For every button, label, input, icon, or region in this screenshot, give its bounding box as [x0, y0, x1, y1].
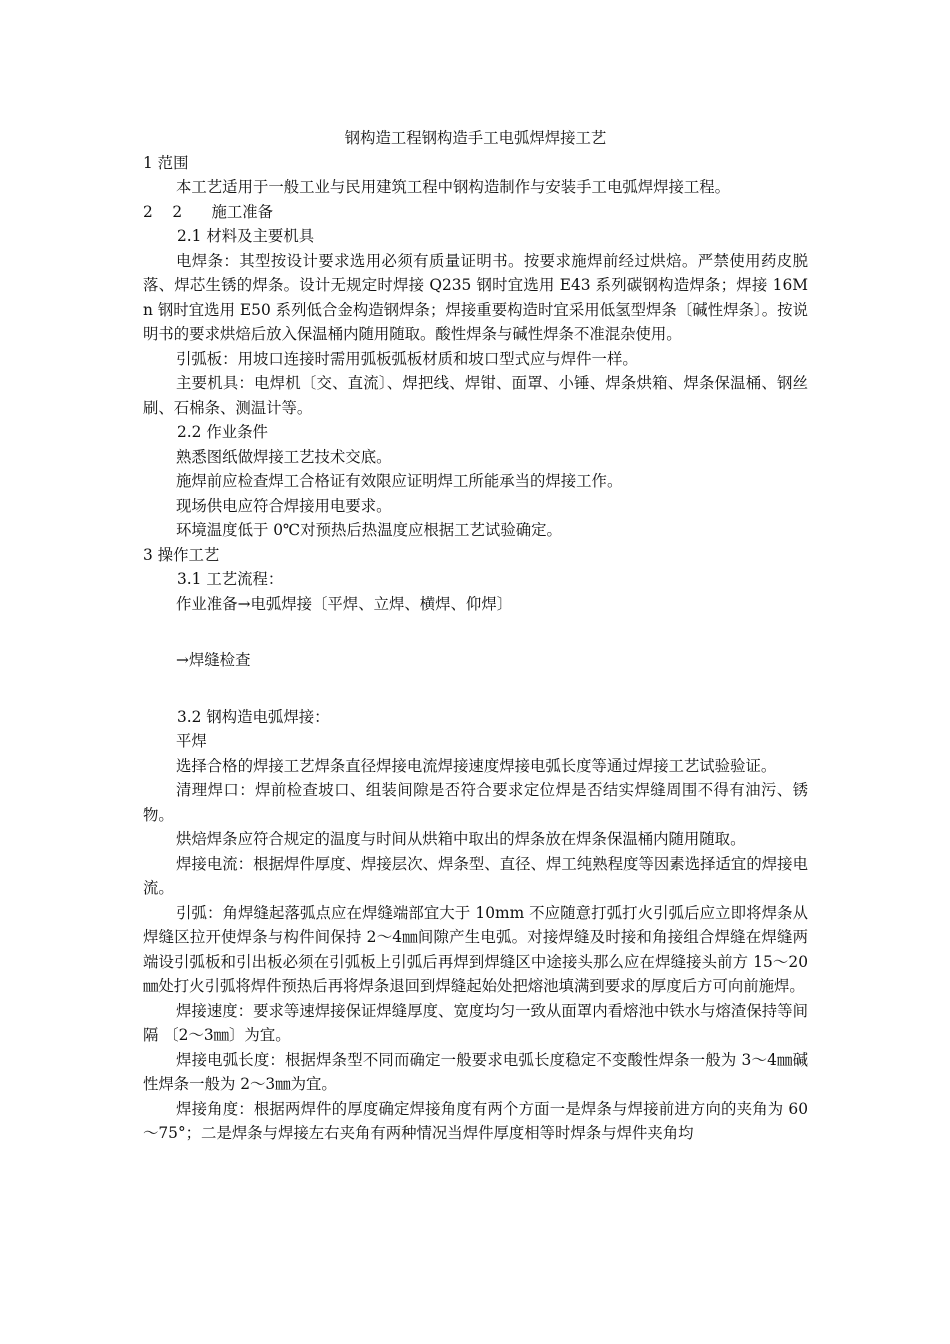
- section-1-heading: 1 范围: [143, 153, 189, 172]
- section-1-paragraph: 本工艺适用于一般工业与民用建筑工程中钢构造制作与安装手工电弧焊焊接工程。: [176, 178, 731, 196]
- section-3-1-flow-line-1: 作业准备→电弧焊接〔平焊、立焊、横焊、仰焊〕: [176, 594, 513, 613]
- section-2-1-paragraph-electrode: 电焊条：其型按设计要求选用必须有质量证明书。按要求施焊前经过烘焙。严禁使用药皮脱落、焊芯生锈的焊条。设计无规定时焊接 Q235 钢时宜选用 E43 系列碳钢构造焊条；焊接 16Mn 钢时宜选用 E50 系列低合金构造钢焊条；焊接重要构造时宜采用低氢型焊条〔碱性焊条〕。按说明书的要求烘焙后放入保温桶内随用随取。酸性焊条与碱性焊条不准混杂使用。: [143, 251, 808, 343]
- section-3-2-paragraph-3: 烘焙焊条应符合规定的温度与时间从烘箱中取出的焊条放在焊条保温桶内随用随取。: [176, 830, 746, 848]
- section-3-1-flow-line-2: →焊缝检查: [176, 651, 251, 669]
- section-3-2-paragraph-4: 焊接电流：根据焊件厚度、焊接层次、焊条型、直径、焊工纯熟程度等因素选择适宜的焊接电流。: [143, 854, 808, 897]
- section-3-2-paragraph-6: 焊接速度：要求等速焊接保证焊缝厚度、宽度均匀一致从面罩内看熔池中铁水与熔渣保持等间隔 〔2～3㎜〕为宜。: [143, 1001, 808, 1044]
- document-title: 钢构造工程钢构造手工电弧焊焊接工艺: [344, 129, 607, 147]
- section-2-2-heading: 2.2 作业条件: [177, 423, 268, 441]
- blank-line: [143, 616, 808, 648]
- document-body: [143, 126, 808, 1146]
- section-3-2-paragraph-1: 选择合格的焊接工艺焊条直径焊接电流焊接速度焊接电弧长度等通过焊接工艺试验验证。: [176, 756, 777, 775]
- section-3-2-heading: 3.2 钢构造电弧焊接：: [177, 707, 330, 726]
- section-3-2-paragraph-5: 引弧：角焊缝起落弧点应在焊缝端部宜大于 10mm 不应随意打弧打火引弧后应立即将焊条从焊缝区拉开使焊条与构件间保持 2～4㎜间隙产生电弧。对接焊缝及时接和角接组合焊缝在焊缝两端设引弧板和引出板必须在引弧板上引弧后再焊到焊缝区中途接头那么应在焊缝接头前方 15～20㎜处打火引弧将焊件预热后再将焊条退回到焊缝起始处把熔池填满到要求的厚度后方可向前施焊。: [143, 903, 808, 995]
- section-2-2-paragraph-1: 熟悉图纸做焊接工艺技术交底。: [176, 447, 392, 466]
- section-3-2-paragraph-2: 清理焊口：焊前检查坡口、组装间隙是否符合要求定位焊是否结实焊缝周围不得有油污、锈物。: [143, 781, 808, 824]
- section-2-2-paragraph-3: 现场供电应符合焊接用电要求。: [176, 496, 392, 515]
- section-3-1-heading: 3.1 工艺流程：: [177, 570, 284, 588]
- section-2-heading: 2 2 施工准备: [143, 202, 274, 221]
- section-3-2-paragraph-7: 焊接电弧长度：根据焊条型不同而确定一般要求电弧长度稳定不变酸性焊条一般为 3～4㎜碱性焊条一般为 2～3㎜为宜。: [143, 1050, 808, 1093]
- section-3-2-subheading-flat-weld: 平焊: [176, 732, 207, 750]
- section-2-2-paragraph-4: 环境温度低于 0℃对预热后热温度应根据工艺试验确定。: [176, 521, 562, 539]
- section-3-heading: 3 操作工艺: [143, 545, 220, 564]
- blank-line: [143, 673, 808, 705]
- section-3-2-paragraph-8: 焊接角度：根据两焊件的厚度确定焊接角度有两个方面一是焊条与焊接前进方向的夹角为 60～75°；二是焊条与焊接左右夹角有两种情况当焊件厚度相等时焊条与焊件夹角均: [143, 1099, 808, 1142]
- section-2-2-paragraph-2: 施焊前应检查焊工合格证有效限应证明焊工所能承当的焊接工作。: [176, 472, 623, 490]
- section-2-1-heading: 2.1 材料及主要机具: [177, 227, 315, 245]
- section-2-1-paragraph-tools: 主要机具：电焊机〔交、直流〕、焊把线、焊钳、面罩、小锤、焊条烘箱、焊条保温桶、钢丝刷、石棉条、测温计等。: [143, 374, 808, 417]
- section-2-1-paragraph-arc-plate: 引弧板：用坡口连接时需用弧板弧板材质和坡口型式应与焊件一样。: [176, 349, 638, 368]
